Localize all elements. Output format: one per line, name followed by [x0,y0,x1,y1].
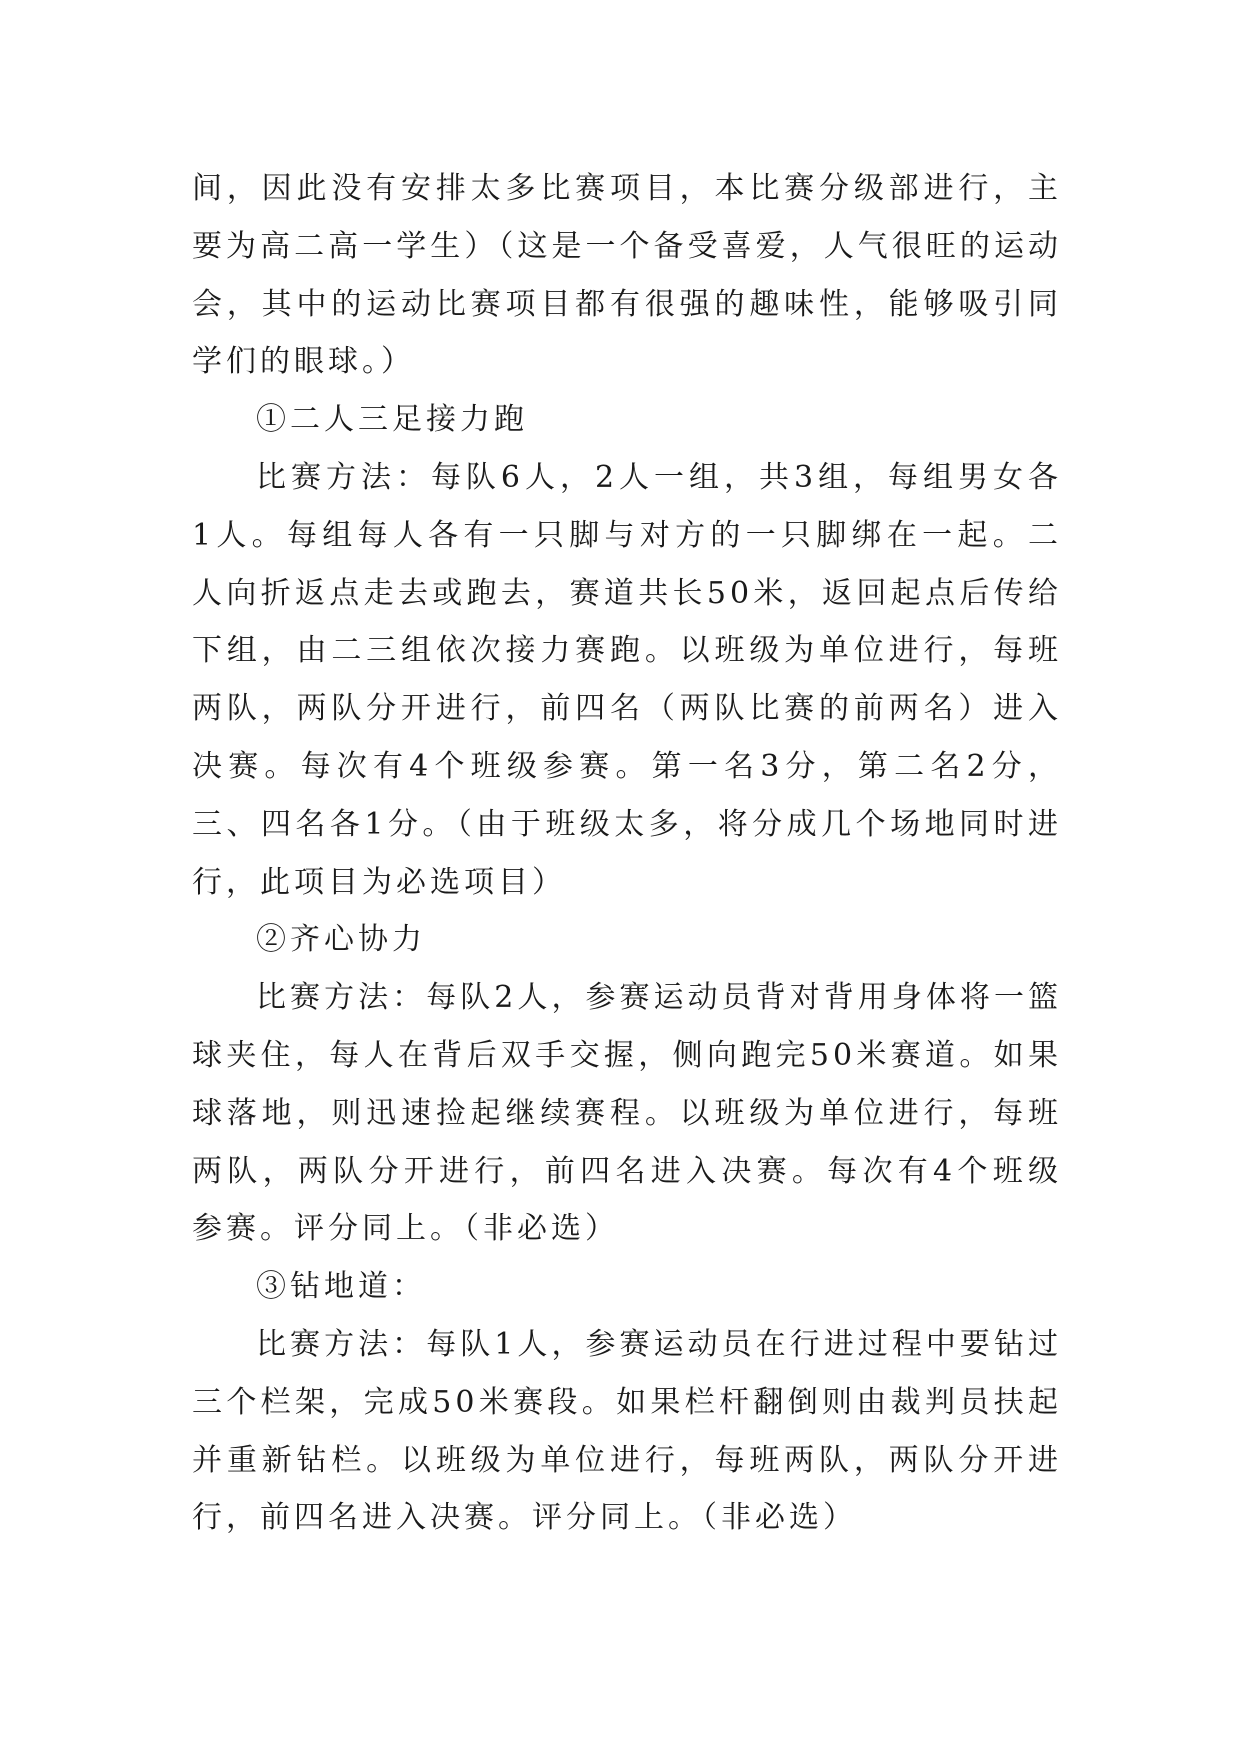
item1-method: 比赛方法：每队6人，2人一组，共3组，每组男女各1人。每组每人各有一只脚与对方的一只脚绑在一起。二人向折返点走去或跑去，赛道共长50米，返回起点后传给下组，由二三组依次接力赛跑。以班级为单位进行，每班两队，两队分开进行，前四名（两队比赛的前两名）进入决赛。每次有4个班级参赛。第一名3分，第二名2分，三、四名各1分。（由于班级太多，将分成几个场地同时进行，此项目为必选项目） [192,459,1062,900]
item1-title: ①二人三足接力跑 [256,402,528,438]
document-body [192,160,1062,1547]
item3-method: 比赛方法：每队1人，参赛运动员在行进过程中要钻过三个栏架，完成50米赛段。如果栏杆翻倒则由裁判员扶起并重新钻栏。以班级为单位进行，每班两队，两队分开进行，前四名进入决赛。评分同上。（非必选） [192,1326,1062,1536]
intro-paragraph: 间，因此没有安排太多比赛项目，本比赛分级部进行，主要为高二高一学生）（这是一个备受喜爱，人气很旺的运动会，其中的运动比赛项目都有很强的趣味性，能够吸引同学们的眼球。） [192,171,1062,380]
item3-title: ③钻地道： [256,1269,426,1305]
item2-method: 比赛方法：每队2人，参赛运动员背对背用身体将一篮球夹住，每人在背后双手交握，侧向跑完50米赛道。如果球落地，则迅速捡起继续赛程。以班级为单位进行，每班两队，两队分开进行，前四名进入决赛。每次有4个班级参赛。评分同上。（非必选） [192,980,1062,1247]
item2-title: ②齐心协力 [256,922,426,958]
